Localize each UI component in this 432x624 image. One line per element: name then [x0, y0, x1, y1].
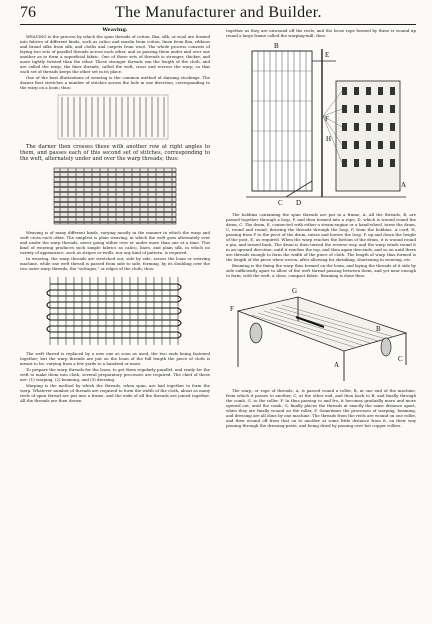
figure-label: C: [278, 199, 283, 207]
paragraph: The warp, or rope of threads, A, is passed round a roller, B, at one end of the machine, from which it passes to another, C, at the other end, and then back to B, and finally through the comb, G, to the roller, F. In thus passing to and fro, it becomes gradually more and more opened out, until the comb, G, finally places the threads at exactly the same distance apart, when they are finally wound on the roller, F. Sometimes the processes of warping, beaming, and dressing are all done by one machine. The threads from the reels are wound on one roller, and then wound off from that on to another at some little distance from it, on their way passing through the dressing-paste, and being dried by passing over hot copper rollers.: [226, 388, 416, 428]
figure-label: A: [334, 361, 340, 369]
figure-label: H: [326, 135, 332, 143]
paragraph: To prepare the warp threads for the loom, to get them regularly parallel, and ready for the weft to make them into cloth, several preparatory processes are required. The chief of these are: (1) warping, (2) beaming, and (3) dressing.: [20, 367, 210, 382]
darning-warp-figure: [20, 93, 210, 141]
right-column: [226, 28, 416, 429]
paragraph: Weaving is of many different kinds, varying mostly in the manner in which the warp and weft cross each other. The simplest is plain weaving, in which the weft goes alternately over and under the warp threads, never going either over or under more than one at a time. This kind of weaving produces such simple fabrics as calico, linen, and plain silk, in which no variety of appearance, such as stripes or twills, nor any kind of pattern, is required.: [20, 230, 210, 255]
figure-label: B: [376, 325, 381, 333]
darning-weave-figure: [20, 165, 210, 227]
figure-label: E: [325, 51, 330, 59]
figure-label: B: [274, 42, 279, 50]
figure-label: F: [230, 305, 234, 313]
paragraph: One of the best illustrations of weaving is the common method of darning stockings. The darner first stretches a number of stitches across the hole in one direction, corresponding to the warp on a loom; thus:: [20, 75, 210, 90]
paragraph: together as they are unwound off the reels, and the loose rope formed by these is wound up round a large frame called the warping-mill, thus:: [226, 28, 416, 38]
paragraph: Beaming is the fixing the warp thus formed on the loom, and laying the threads of it side by side sufficiently apart to allow of the weft thread passing between them, and yet near enough to form, with the weft, a close, compact fabric. Beaming is done thus:: [226, 263, 416, 278]
journal-title: The Manufacturer and Builder.: [115, 4, 322, 21]
header-rule: [20, 24, 416, 25]
paragraph: The weft thread is replaced by a new one as soon as used, the two ends being fastened together; but the warp threads are put on the loom of the full length the piece of cloth is meant to be, varying from a few yards to a hundred or more.: [20, 351, 210, 366]
figure-label: F: [325, 115, 329, 123]
page-number: 76: [20, 4, 36, 21]
warping-mill-figure: [226, 41, 416, 209]
paragraph: WEAVING is the process by which the spun threads of cotton, flax, silk, or wool are formed into fabrics of different kinds, such as calico and muslin from cotton, linen from flax, ribbons and broad silks from silk, and cloths and carpets from wool. The whole process consists of laying two sets of parallel threads across each other, and so passing them under and over one another as to form a superficial fabric. One of these sets of threads is stronger, thicker, and more tightly twisted than the other. These stronger threads run the length of the cloth, and are called the warp; the finer threads, called the weft, cross and recross the warp, so that each set of threads keeps the other set in its place.: [20, 34, 210, 74]
section-heading: Weaving.: [102, 27, 128, 33]
figure-label: A: [401, 181, 407, 189]
paragraph: The bobbins containing the spun threads are put in a frame, A. All the threads, B, are passed together through a loop, F, and then formed into a rope, D, which is wound round the drum, C. The drum, E, connected with either a steam-engine or a hand-wheel, turns the drum, C, round and round, drawing the threads through the loop, F, from the bobbins. A cord, H, passing from F to the pivot of the drum, raises and lowers the loop, F, up and down the height of the post, E, as required. When the warp reaches the bottom of the drum, it is wound round a pin, and turned back. The drum is then turned the reverse way, and the warp winds round it in an upward direction, until it reaches the top, and then again descends, and so on until there are threads enough to form the width of the piece of cloth. The length of warp thus formed is the length of the piece when woven, after allowing for shrinking, shortening in weaving, etc.: [226, 212, 416, 262]
paragraph: Warping is the method by which the threads, when spun, are laid together to form the warp. Whatever number of threads are required to form the width of the cloth, about as many reels of spun thread are put into a frame, and the ends of all the threads are joined together. All the threads are then drawn: [20, 383, 210, 403]
left-column: [20, 28, 210, 404]
figure-label: C: [398, 355, 403, 363]
paragraph: The darner then crosses these with another row at right angles to them, and passes each of this second set of stitches, corresponding to the weft, alternately under and over the warp threads; thus:: [20, 144, 210, 162]
paragraph: In weaving, the warp threads are stretched out, side by side, across the loom or weaving machine, while one weft thread is passed from side to side, forming, by its doubling over the two outer warp threads, the "selvages," or edges of the cloth; thus:: [20, 256, 210, 271]
figure-label: D: [296, 199, 302, 207]
figure-label: G: [292, 287, 298, 295]
beaming-figure: [226, 281, 416, 385]
selvage-figure: [20, 274, 210, 348]
